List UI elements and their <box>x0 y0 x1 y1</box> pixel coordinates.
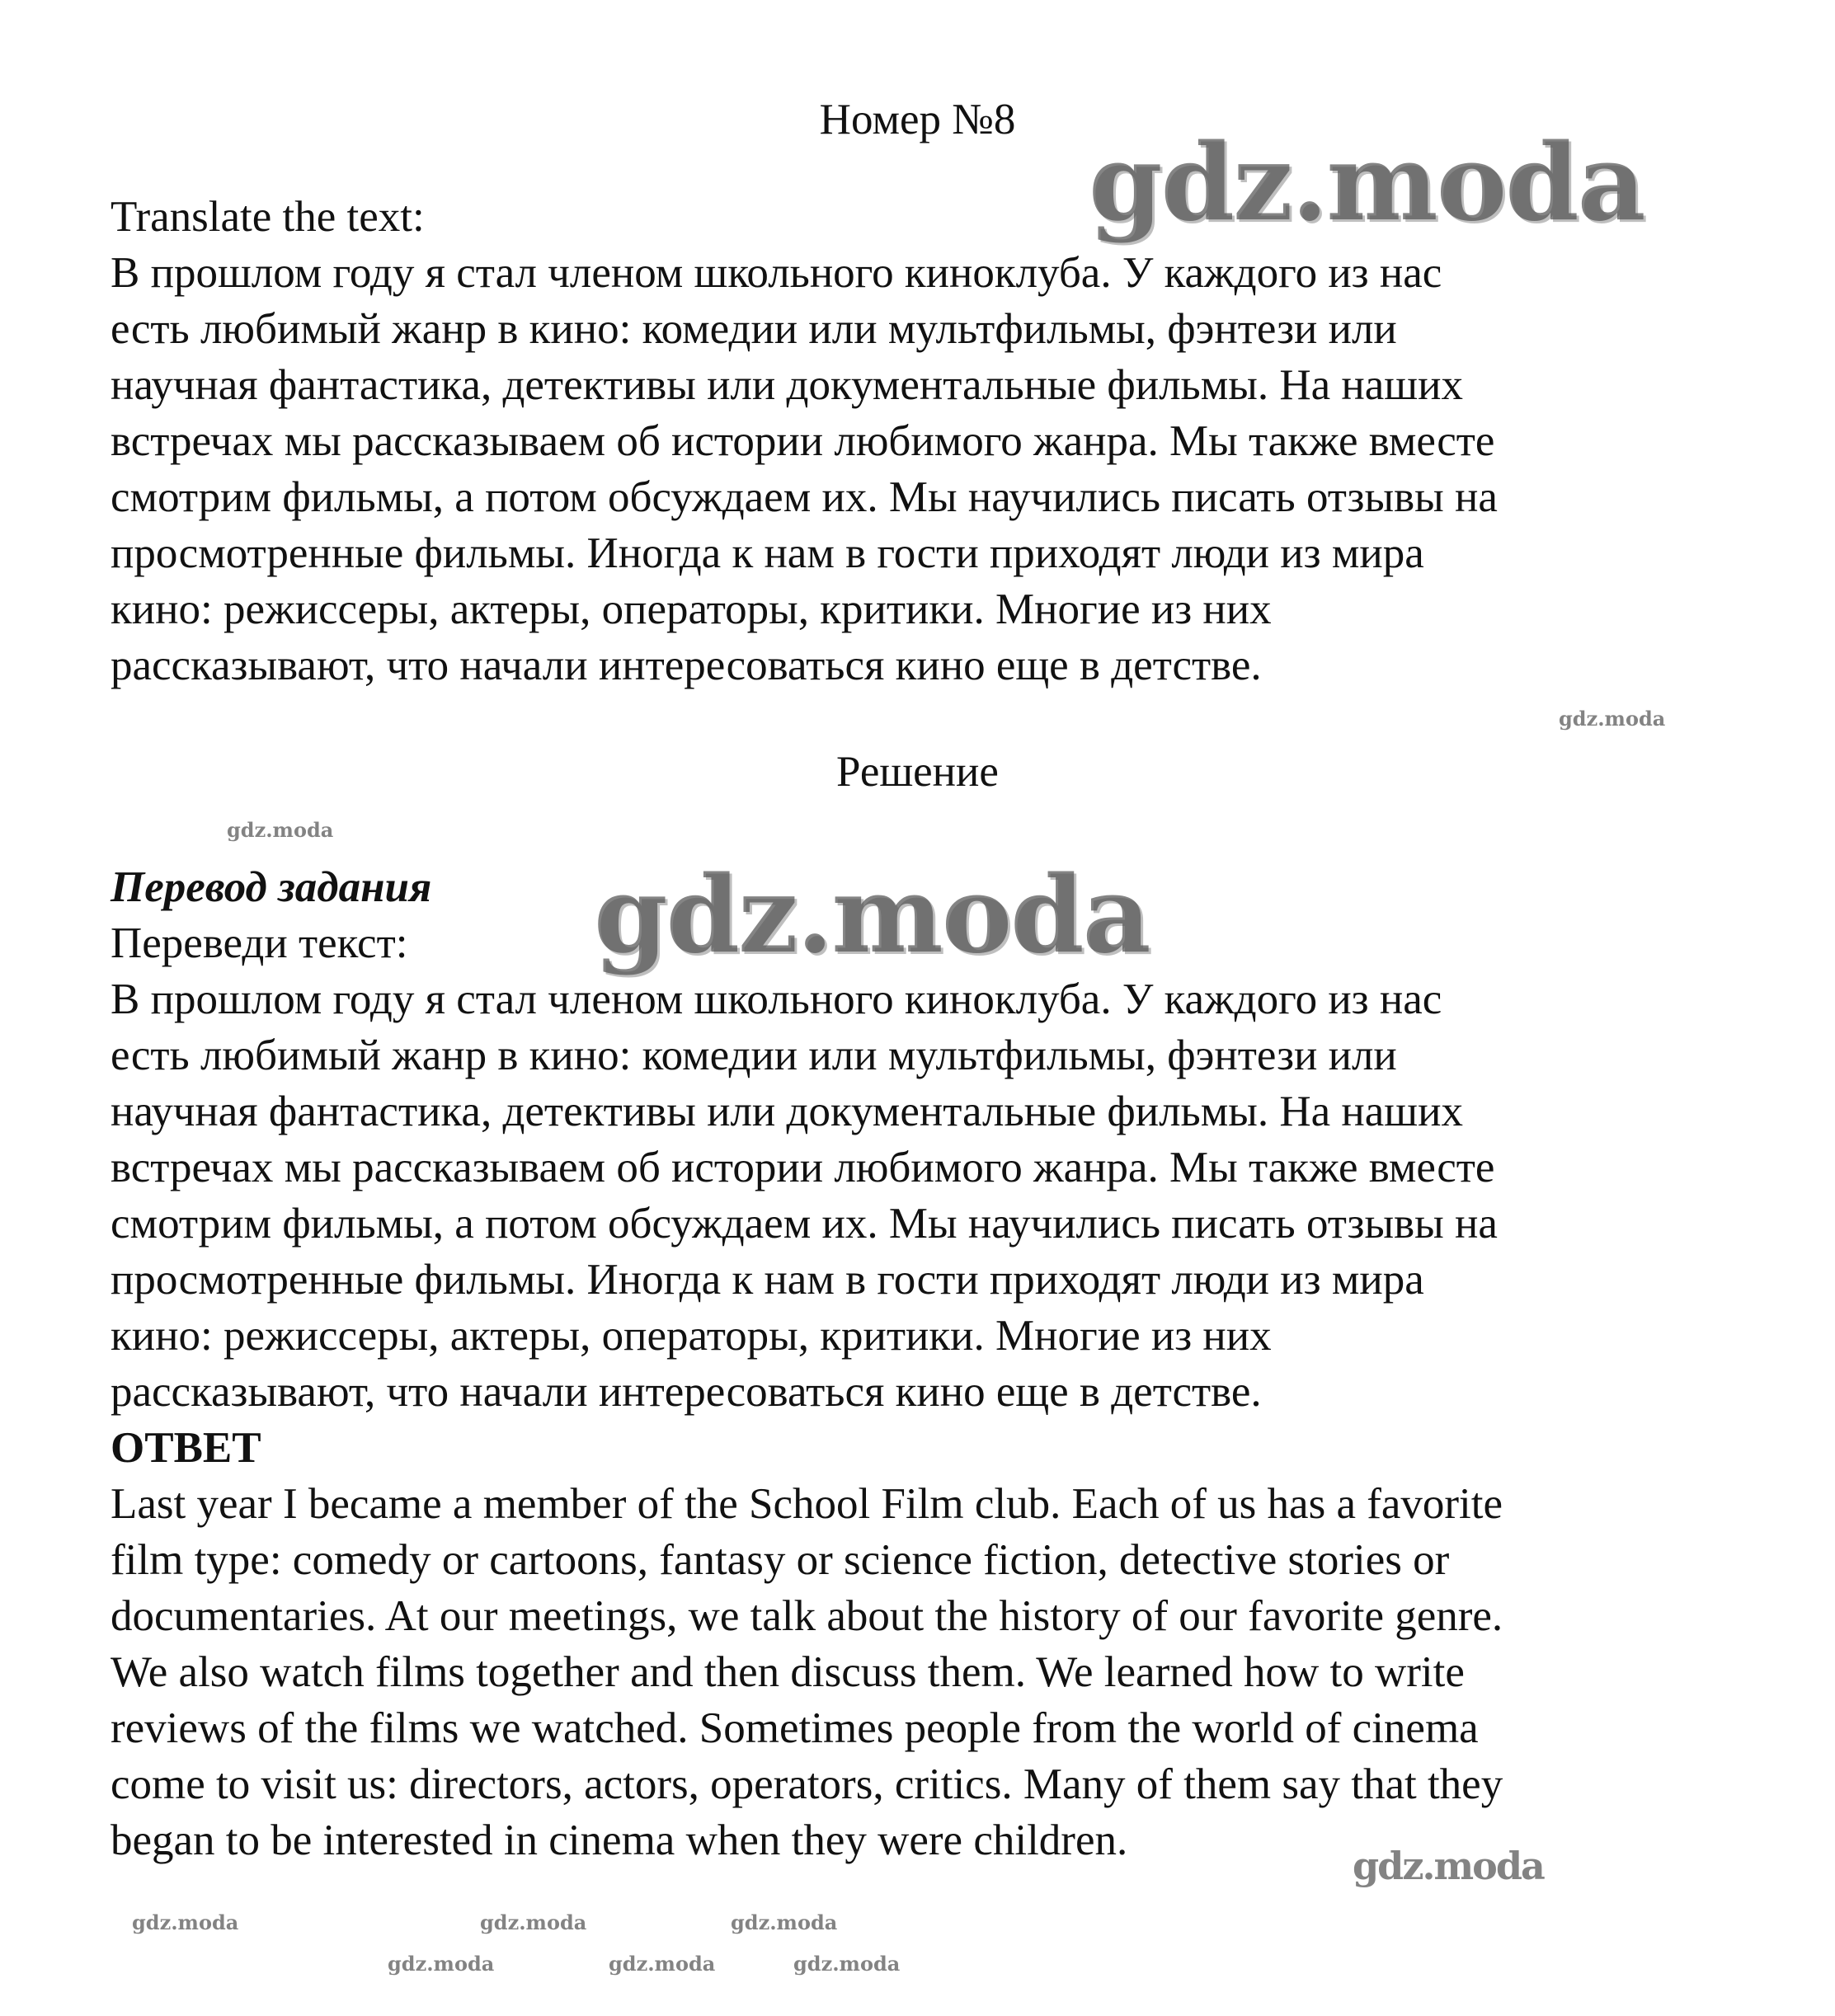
translation-line: встречах мы рассказываем об истории любимого жанра. Мы также вместе <box>111 1144 1495 1191</box>
watermark-logo: gdz.moda <box>1353 1844 1544 1888</box>
answer-line: Last year I became a member of the School Film club. Each of us has a favorite <box>111 1480 1503 1528</box>
task-line: просмотренные фильмы. Иногда к нам в гости приходят люди из мира <box>111 529 1424 577</box>
solution-heading-text: Решение <box>836 748 999 796</box>
task-label: Translate the text: <box>111 193 425 241</box>
solution-heading <box>0 744 1835 800</box>
answer-line: We also watch films together and then discuss them. We learned how to write <box>111 1648 1465 1696</box>
task-line: рассказывают, что начали интересоваться кино еще в детстве. <box>111 641 1262 689</box>
translation-label: Переведи текст: <box>111 919 408 967</box>
watermark-logo: gdz.moda <box>731 1910 838 1934</box>
task-line: В прошлом году я стал членом школьного киноклуба. У каждого из нас <box>111 249 1442 297</box>
translation-line: есть любимый жанр в кино: комедии или мультфильмы, фэнтези или <box>111 1031 1397 1079</box>
translation-line: В прошлом году я стал членом школьного киноклуба. У каждого из нас <box>111 975 1442 1023</box>
task-line: научная фантастика, детективы или документальные фильмы. На наших <box>111 361 1463 409</box>
answer-line: began to be interested in cinema when they were children. <box>111 1816 1128 1864</box>
task-section <box>111 189 1760 693</box>
translation-section <box>111 853 1760 1868</box>
task-line: кино: режиссеры, актеры, операторы, критики. Многие из них <box>111 585 1272 633</box>
watermark-logo: gdz.moda <box>594 853 1150 977</box>
watermark-logo: gdz.moda <box>1089 121 1644 245</box>
answer-heading: ОТВЕТ <box>111 1424 261 1472</box>
translation-line: научная фантастика, детективы или документальные фильмы. На наших <box>111 1088 1463 1135</box>
watermark-logo: gdz.moda <box>388 1952 495 1976</box>
watermark-logo: gdz.moda <box>480 1910 587 1934</box>
translation-line: смотрим фильмы, а потом обсуждаем их. Мы научились писать отзывы на <box>111 1200 1498 1248</box>
watermark-logo: gdz.moda <box>609 1952 716 1976</box>
translation-line: просмотренные фильмы. Иногда к нам в гости приходят люди из мира <box>111 1256 1424 1304</box>
task-line: есть любимый жанр в кино: комедии или мультфильмы, фэнтези или <box>111 305 1397 353</box>
watermark-logo: gdz.moda <box>227 818 334 842</box>
translation-line: рассказывают, что начали интересоваться кино еще в детстве. <box>111 1368 1262 1416</box>
watermark-logo: gdz.moda <box>793 1952 901 1976</box>
task-line: смотрим фильмы, а потом обсуждаем их. Мы научились писать отзывы на <box>111 473 1498 521</box>
task-line: встречах мы рассказываем об истории любимого жанра. Мы также вместе <box>111 417 1495 465</box>
answer-line: reviews of the films we watched. Sometimes people from the world of cinema <box>111 1704 1479 1752</box>
translation-line: кино: режиссеры, актеры, операторы, критики. Многие из них <box>111 1312 1272 1360</box>
watermark-logo: gdz.moda <box>132 1910 239 1934</box>
watermark-logo: gdz.moda <box>1559 707 1666 731</box>
answer-line: documentaries. At our meetings, we talk about the history of our favorite genre. <box>111 1592 1503 1640</box>
answer-line: come to visit us: directors, actors, operators, critics. Many of them say that they <box>111 1760 1503 1808</box>
translation-heading: Перевод задания <box>111 863 432 911</box>
page-title: Номер №8 <box>819 96 1016 143</box>
answer-line: film type: comedy or cartoons, fantasy or science fiction, detective stories or <box>111 1536 1450 1584</box>
